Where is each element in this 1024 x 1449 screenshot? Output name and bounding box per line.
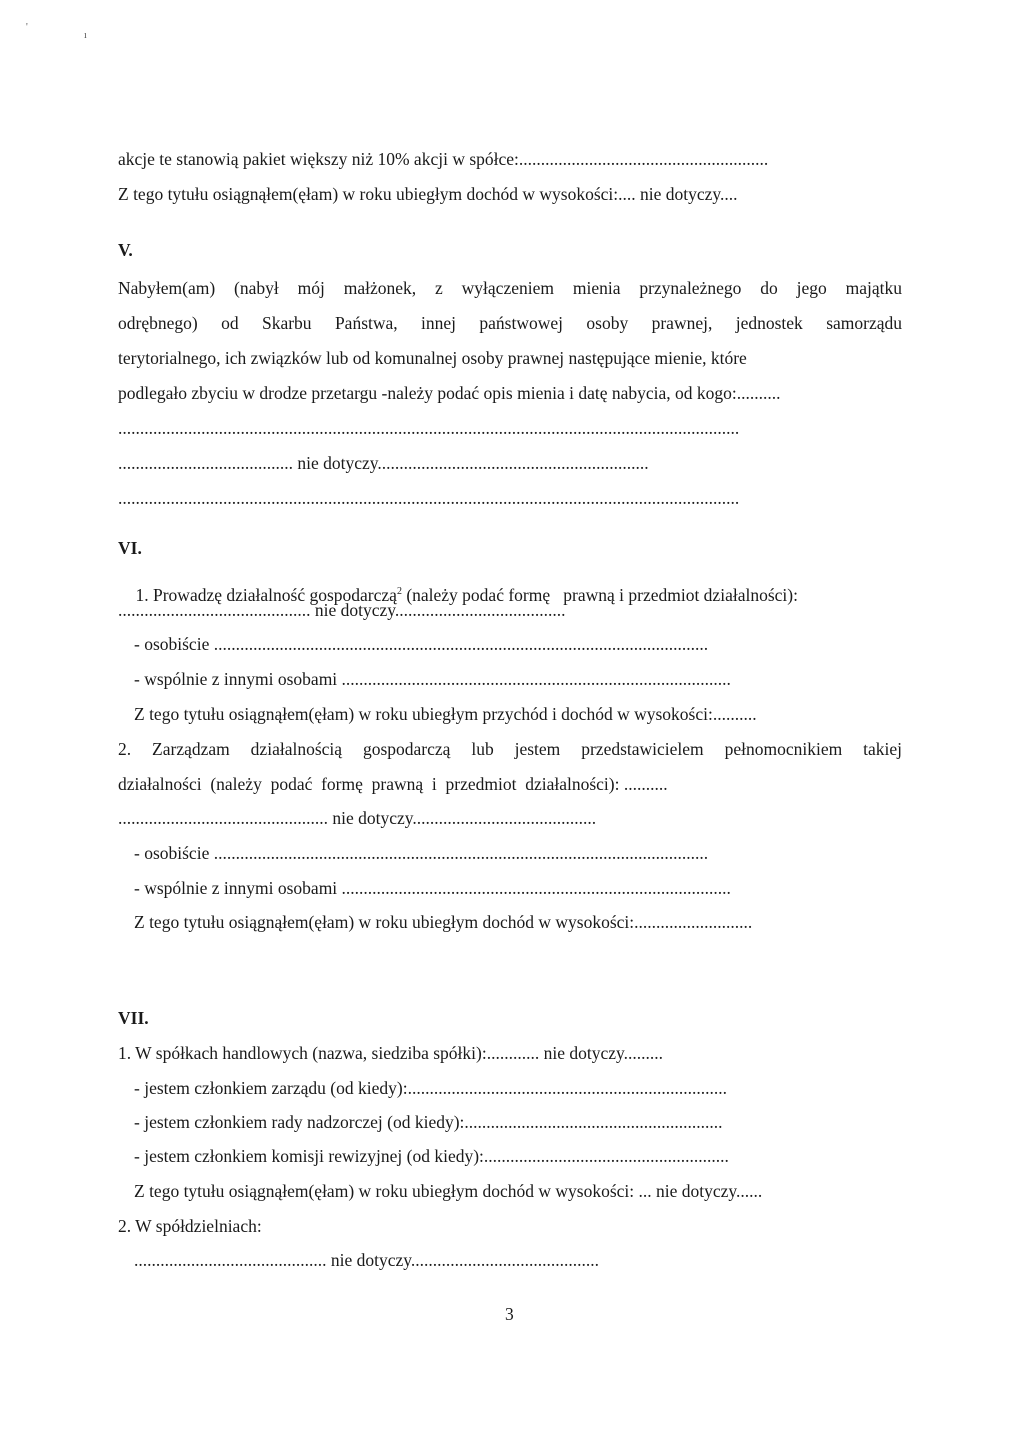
page-number: 3	[505, 1304, 514, 1324]
section-vi-item-2-answer: ................................................ nie dotyczy..........................................	[118, 808, 597, 828]
section-vii-item-2-answer: ............................................ nie dotyczy...........................................	[134, 1250, 600, 1270]
section-vi-item-1-suffix: (należy podać formę prawną i przedmiot działalności):	[401, 585, 798, 605]
section-vi-item-1-osobiscie: - osobiście .................................................................................................................	[134, 634, 709, 654]
section-vi-item-1-income: Z tego tytułu osiągnąłem(ęłam) w roku ubiegłym przychód i dochód w wysokości:..........	[134, 704, 757, 724]
section-vii-rada: - jestem członkiem rady nadzorczej (od kiedy):...........................................................	[134, 1112, 723, 1132]
section-vi-item-1-wspolnie: - wspólnie z innymi osobami .........................................................................................	[134, 669, 731, 689]
section-vi-item-2-income: Z tego tytułu osiągnąłem(ęłam) w roku ubiegłym dochód w wysokości:...........................	[134, 912, 753, 932]
section-vi-item-2-wspolnie: - wspólnie z innymi osobami .........................................................................................	[134, 878, 731, 898]
scan-mark-right: ı	[84, 30, 87, 41]
section-vii-income: Z tego tytułu osiągnąłem(ęłam) w roku ubiegłym dochód w wysokości: ... nie dotyczy......	[134, 1181, 763, 1201]
section-v-dots-2: ..............................................................................................................................................	[118, 488, 740, 508]
section-v-para-line-1: Nabyłem(am) (nabył mój małżonek, z wyłączeniem mienia przynależnego do jego majątku	[118, 278, 902, 298]
section-vi-item-1-answer: ............................................ nie dotyczy.......................................	[118, 600, 566, 620]
footnote-ref: 2	[396, 586, 402, 598]
section-v-heading: V.	[118, 240, 133, 260]
shares-income-line: Z tego tytułu osiągnąłem(ęłam) w roku ubiegłym dochód w wysokości:.... nie dotyczy....	[118, 184, 738, 204]
section-vi-item-2-line-1: 2. Zarządzam działalnością gospodarczą lub jestem przedstawicielem pełnomocnikiem takiej	[118, 739, 902, 759]
section-v-para-line-4: podlegało zbyciu w drodze przetargu -należy podać opis mienia i datę nabycia, od kogo:..........	[118, 383, 781, 403]
section-v-para-line-2: odrębnego) od Skarbu Państwa, innej państwowej osoby prawnej, jednostek samorządu	[118, 313, 902, 333]
section-vii-zarzad: - jestem członkiem zarządu (od kiedy):.........................................................................	[134, 1078, 727, 1098]
section-vii-heading: VII.	[118, 1008, 149, 1028]
section-vii-item-2: 2. W spółdzielniach:	[118, 1216, 262, 1236]
section-vi-item-1-prefix: 1. Prowadzę działalność gospodarczą	[135, 585, 397, 605]
section-vii-item-1: 1. W spółkach handlowych (nazwa, siedziba spółki):............ nie dotyczy.........	[118, 1043, 663, 1063]
section-v-para-line-3: terytorialnego, ich związków lub od komunalnej osoby prawnej następujące mienie, które	[118, 348, 747, 368]
section-vii-komisja: - jestem członkiem komisji rewizyjnej (od kiedy):........................................................	[134, 1146, 729, 1166]
section-vi-item-2-osobiscie: - osobiście .................................................................................................................	[134, 843, 709, 863]
section-v-dots-1: ..............................................................................................................................................	[118, 418, 740, 438]
section-v-answer: ........................................ nie dotyczy..............................................................	[118, 453, 649, 473]
section-vi-item-2-line-2: działalności (należy podać formę prawną i przedmiot działalności): ..........	[118, 774, 668, 794]
shares-line: akcje te stanowią pakiet większy niż 10% akcji w spółce:.........................................................	[118, 149, 769, 169]
section-vi-heading: VI.	[118, 538, 142, 558]
scan-mark-left: '	[26, 22, 28, 33]
